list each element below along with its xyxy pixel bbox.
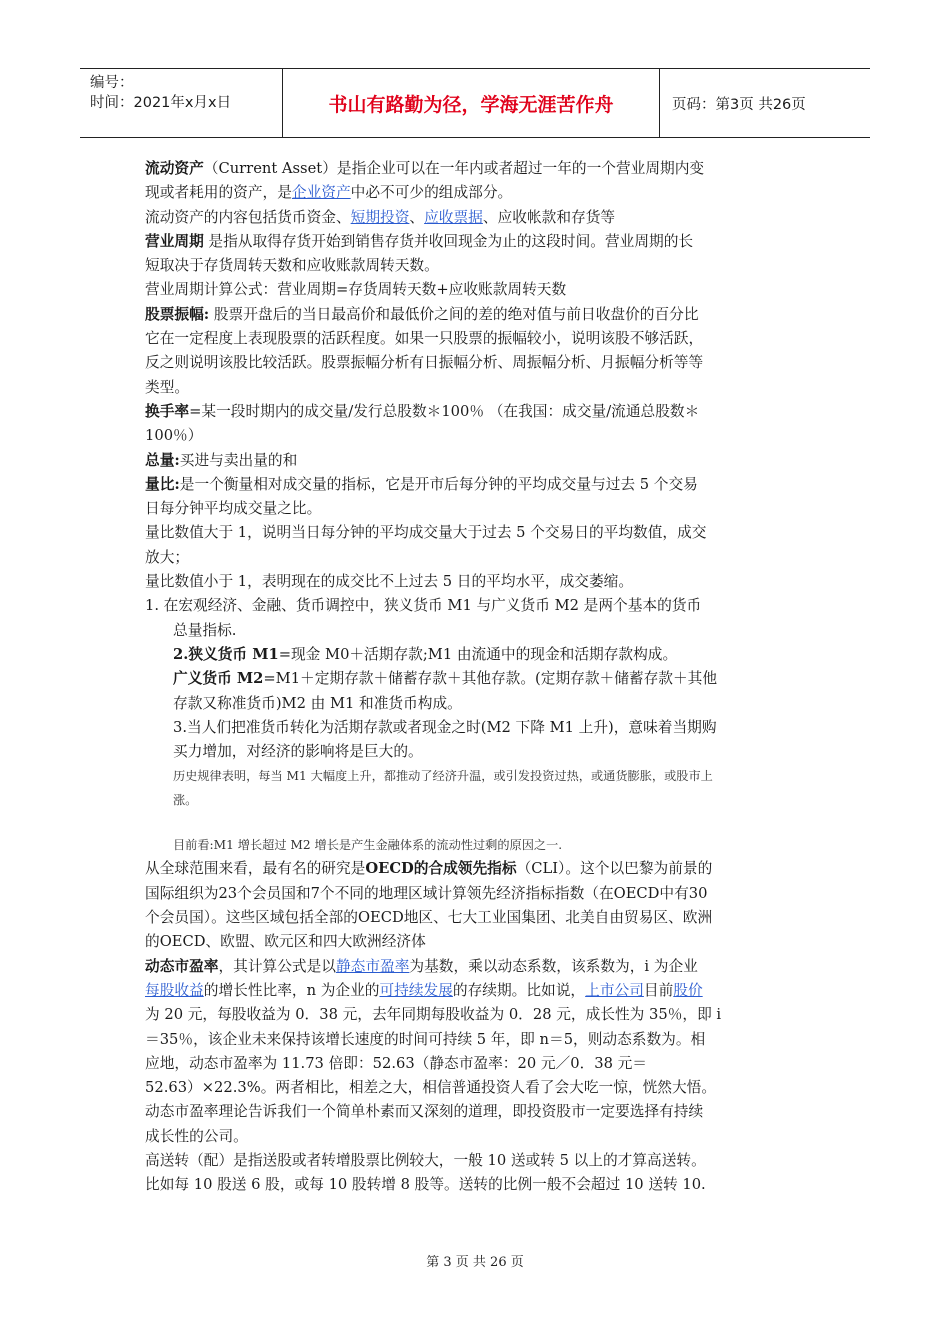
text: 买进与卖出量的和 <box>179 451 298 469</box>
term-turnover: 换手率 <box>145 402 190 420</box>
term-total-volume: 总量: <box>145 451 180 469</box>
term-m2: 广义货币 M2 <box>173 670 264 688</box>
paragraph-line: ＝35％，该企业未来保持该增长速度的时间可持续 5 年，即 n＝5，则动态系数为。相 <box>145 1030 706 1048</box>
paragraph-line <box>145 303 811 327</box>
number-label: 编号： <box>90 75 134 91</box>
paragraph-line <box>145 230 811 254</box>
paragraph-line: 买力增加，对经济的影响将是巨大的。 <box>173 743 423 761</box>
text: 目前 <box>643 981 674 999</box>
paragraph-line: 的OECD、欧盟、欧元区和四大欧洲经济体 <box>145 933 426 951</box>
paragraph-line <box>145 857 811 881</box>
paragraph-line: 应地，动态市盈率为 11.73 倍即：52.63（静态市盈率：20 元／0．38 元＝ <box>145 1054 647 1072</box>
paragraph-line: 高送转（配）是指送股或者转增股票比例较大，一般 10 送或转 5 以上的才算高送转。 <box>145 1151 706 1169</box>
paragraph-line: 个会员国）。这些区域包括全部的OECD地区、七大工业国集团、北美自由贸易区、欧洲 <box>145 909 713 927</box>
text: 是指从取得存货开始到销售存货并收回现金为止的这段时间。营业周期的长 <box>203 232 694 250</box>
link-listed-company[interactable]: 上市公司 <box>585 981 644 999</box>
term-m1: 2.狭义货币 M1 <box>173 645 279 663</box>
paragraph-line: 日每分钟平均成交量之比。 <box>145 500 322 518</box>
paragraph-line: 反之则说明该股比较活跃。股票振幅分析有日振幅分析、周振幅分析、月振幅分析等等 <box>145 354 704 372</box>
term-current-asset: 流动资产 <box>145 160 204 177</box>
term-oecd-cli: OECD的合成领先指标 <box>365 860 517 878</box>
page-label: 页码：第3页 共26页 <box>672 97 806 113</box>
paragraph-line: 短取决于存货周转天数和应收账款周转天数。 <box>145 257 439 275</box>
term-dynamic-pe: 动态市盈率 <box>145 957 219 975</box>
text: 的增长性比率，n 为企业的 <box>203 981 380 999</box>
text: 为基数，乘以动态系数，该系数为，i 为企业 <box>409 957 698 975</box>
paragraph-line <box>145 449 811 473</box>
link-sustainable-development[interactable]: 可持续发展 <box>379 981 453 999</box>
link-notes-receivable[interactable]: 应收票据 <box>424 208 483 226</box>
paragraph-line: 营业周期计算公式：营业周期=存货周转天数+应收账款周转天数 <box>145 281 567 299</box>
motto: 书山有路勤为径，学海无涯苦作舟 <box>282 69 660 137</box>
paragraph-line: 存款又称准货币)M2 由 M1 和准货币构成。 <box>173 694 462 712</box>
paragraph-line <box>145 473 811 497</box>
text: 、应收帐款和存货等 <box>482 208 616 226</box>
text: =某一段时期内的成交量/发行总股数＊100％ （在我国：成交量/流通总股数＊ <box>189 402 700 420</box>
link-short-term-investment[interactable]: 短期投资 <box>350 208 410 226</box>
paragraph-line <box>145 667 811 691</box>
document-body <box>145 157 811 1198</box>
text: =现金 M0＋活期存款;M1 由流通中的现金和活期存款构成。 <box>278 645 678 663</box>
term-amplitude: 股票振幅: <box>145 305 210 323</box>
text: 流动资产的内容包括货币资金、 <box>145 208 351 226</box>
paragraph-line <box>145 181 811 205</box>
link-eps[interactable]: 每股收益 <box>145 981 204 999</box>
text: 股票开盘后的当日最高价和最低价之间的差的绝对值与前日收盘价的百分比 <box>209 305 699 323</box>
paragraph-line: 为 20 元，每股收益为 0．38 元，去年同期每股收益为 0．28 元，成长性为 35％，即 i <box>145 1006 722 1024</box>
paragraph-line <box>145 157 811 181</box>
list-item-1: 1. 在宏观经济、金融、货币调控中，狭义货币 M1 与广义货币 M2 是两个基本的货币 <box>145 597 702 615</box>
paragraph-line <box>145 400 811 424</box>
text: 中必不可少的组成部分。 <box>350 184 513 202</box>
text: 、 <box>409 208 425 226</box>
paragraph-line <box>145 955 811 979</box>
term-operating-cycle: 营业周期 <box>145 232 204 250</box>
paragraph-line: 52.63）×22.3%。两者相比，相差之大，相信普通投资人看了会大吃一惊，恍然大悟。 <box>145 1079 717 1097</box>
time-label: 时间：2021年x月x日 <box>90 95 232 111</box>
page-header <box>80 68 870 138</box>
note-line: 历史规律表明，每当 M1 大幅度上升，都推动了经济升温，或引发投资过热，或通货膨胀，或股市上 <box>173 769 713 784</box>
page-footer: 第 3 页 共 26 页 <box>426 1255 524 1270</box>
term-volume-ratio: 量比: <box>145 475 180 493</box>
text: （CLI）。这个以巴黎为前景的 <box>516 860 713 878</box>
list-item-3: 3.当人们把准货币转化为活期存款或者现金之时(M2 下降 M1 上升)，意味着当期购 <box>173 718 717 736</box>
paragraph-line: 比如每 10 股送 6 股，或每 10 股转增 8 股等。送转的比例一般不会超过 10 送转 10. <box>145 1176 706 1194</box>
text: 现或者耗用的资产，是 <box>145 184 292 202</box>
text: （Current Asset）是指企业可以在一年内或者超过一年的一个营业周期内变 <box>203 160 705 177</box>
spacer <box>145 812 811 833</box>
header-left <box>90 73 286 113</box>
paragraph-line: 100％） <box>145 427 203 445</box>
paragraph-line: 国际组织为23个会员国和7个不同的地理区域计算领先经济指标指数（在OECD中有30 <box>145 884 708 902</box>
link-static-pe[interactable]: 静态市盈率 <box>335 957 410 975</box>
paragraph-line <box>145 979 811 1003</box>
text: 从全球范围来看，最有名的研究是 <box>145 860 366 878</box>
text: 的存续期。比如说， <box>452 981 586 999</box>
text: ，其计算公式是以 <box>218 957 336 975</box>
text: 是一个衡量相对成交量的指标，它是开市后每分钟的平均成交量与过去 5 个交易 <box>179 475 698 493</box>
paragraph-line: 它在一定程度上表现股票的活跃程度。如果一只股票的振幅较小，说明该股不够活跃， <box>145 330 704 348</box>
paragraph-line: 放大； <box>145 548 190 566</box>
list-item-2 <box>145 643 811 667</box>
note-line: 目前看:M1 增长超过 M2 增长是产生金融体系的流动性过剩的原因之一. <box>173 838 563 853</box>
note-line: 涨。 <box>173 793 198 808</box>
paragraph-line: 量比数值小于 1，表明现在的成交比不上过去 5 日的平均水平，成交萎缩。 <box>145 573 634 591</box>
paragraph-line <box>145 206 811 230</box>
link-stock-price[interactable]: 股价 <box>673 981 703 999</box>
link-enterprise-assets[interactable]: 企业资产 <box>291 184 351 202</box>
paragraph-line: 类型。 <box>145 378 190 396</box>
paragraph-line: 总量指标. <box>173 621 237 639</box>
text: =M1＋定期存款＋储蓄存款＋其他存款。(定期存款＋储蓄存款＋其他 <box>263 670 718 688</box>
paragraph-line: 动态市盈率理论告诉我们一个简单朴素而又深刻的道理，即投资股市一定要选择有持续 <box>145 1103 704 1121</box>
paragraph-line: 成长性的公司。 <box>145 1127 248 1145</box>
paragraph-line: 量比数值大于 1，说明当日每分钟的平均成交量大于过去 5 个交易日的平均数值，成交 <box>145 524 707 542</box>
